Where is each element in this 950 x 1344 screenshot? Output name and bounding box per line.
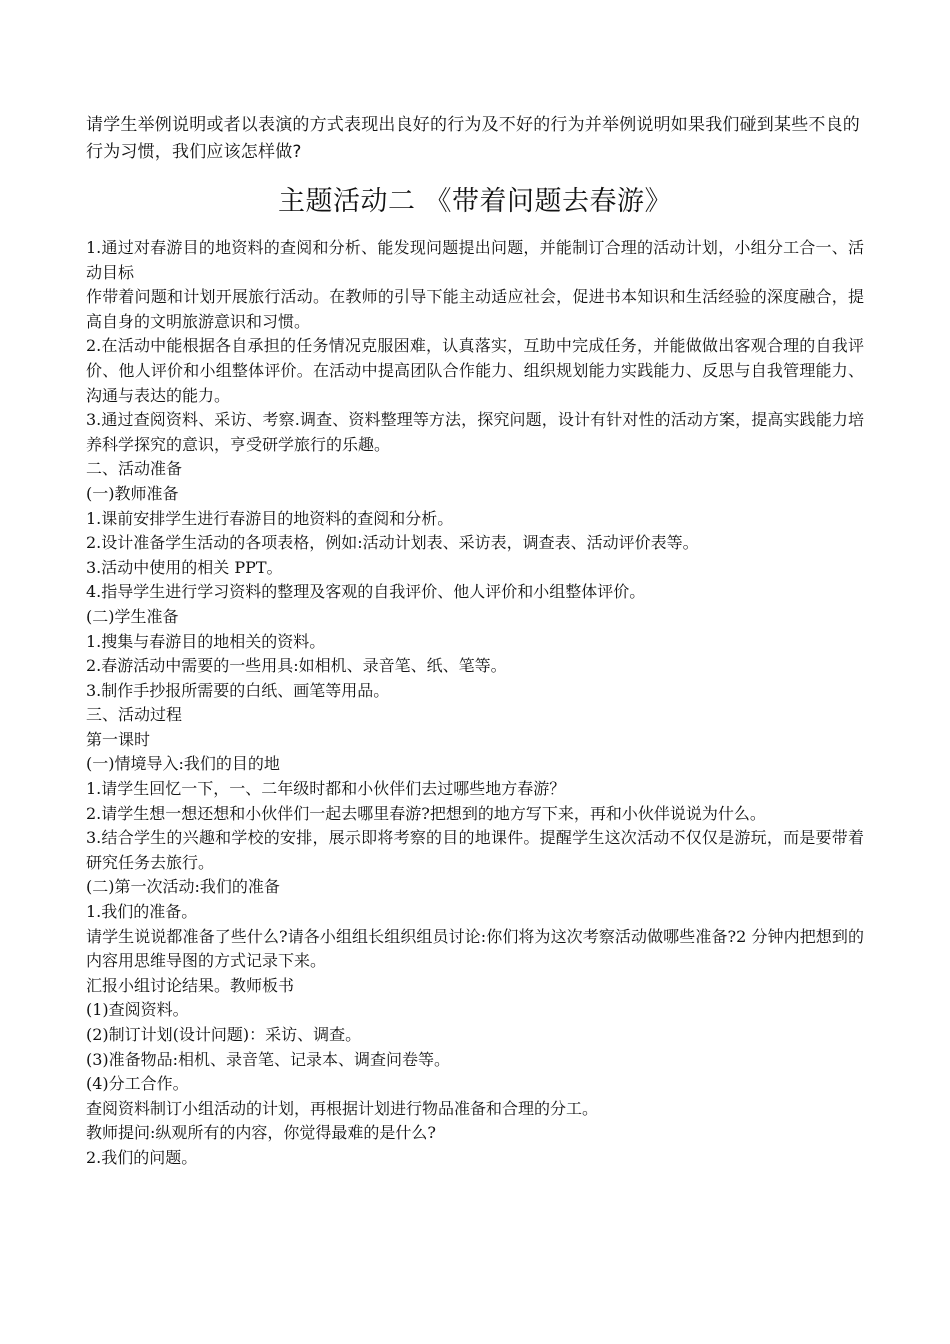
list-item: 1.请学生回忆一下，一、二年级时都和小伙伴们去过哪些地方春游？ — [86, 779, 566, 799]
list-item: (3)准备物品:相机、录音笔、记录本、调查问卷等。 — [86, 1049, 451, 1069]
intro-paragraph: 请学生举例说明或者以表演的方式表现出良好的行为及不好的行为并举例说明如果我们碰到某些不良的行为习惯，我们应该怎样做? — [86, 115, 860, 162]
paragraph: 3.通过查阅资料、采访、考察.调查、资料整理等方法，探究问题，设计有针对性的活动方案，提高实践能力培养科学探究的意识，亨受研学旅行的乐趣。 — [86, 410, 864, 454]
list-item: (2)制订计划(设计问题)：采访、调查。 — [86, 1025, 362, 1044]
document-body — [86, 236, 864, 1171]
subsection-heading: (一)教师准备 — [86, 483, 179, 503]
section-heading: 二、活动准备 — [86, 459, 183, 479]
list-item: 2.春游活动中需要的一些用具:如相机、录音笔、纸、笔等。 — [86, 656, 507, 676]
list-item: 4.指导学生进行学习资料的整理及客观的自我评价、他人评价和小组整体评价。 — [86, 582, 646, 602]
section-title: 主题活动二 《带着问题去春游》 — [277, 186, 673, 217]
list-item: 2.请学生想一想还想和小伙伴们一起去哪里春游?把想到的地方写下来，再和小伙伴说说为什么。 — [86, 803, 766, 823]
list-item: (4)分工合作。 — [86, 1074, 189, 1094]
list-item: 1.搜集与春游目的地相关的资料。 — [86, 631, 326, 651]
paragraph: 教师提问:纵观所有的内容，你觉得最难的是什么? — [86, 1123, 436, 1143]
lesson-heading: 第一课时 — [86, 729, 151, 749]
subsection-heading: (二)学生准备 — [86, 606, 179, 626]
list-item: 3.制作手抄报所需要的白纸、画笔等用品。 — [86, 680, 390, 700]
document-page — [86, 112, 864, 1171]
subsection-heading: (二)第一次活动:我们的准备 — [86, 877, 280, 897]
subsection-heading: (一)情境导入:我们的目的地 — [86, 754, 280, 774]
list-item: 3.结合学生的兴趣和学校的安排，展示即将考察的目的地课件。提醒学生这次活动不仅仅是游玩，而是要带着研究任务去旅行。 — [86, 828, 864, 872]
section-heading: 三、活动过程 — [86, 705, 183, 725]
paragraph: 汇报小组讨论结果。教师板书 — [86, 975, 295, 995]
list-item: 1.我们的准备。 — [86, 902, 198, 922]
paragraph: 1.通过对春游目的地资料的查阅和分析、能发现问题提出问题，并能制订合理的活动计划，小组分工合一、活动目标 — [86, 238, 864, 282]
list-item: 1.课前安排学生进行春游目的地资料的查阅和分析。 — [86, 508, 454, 528]
paragraph: 作带着问题和计划开展旅行活动。在教师的引导下能主动适应社会，促进书本知识和生活经验的深度融合，提高自身的文明旅游意识和习惯。 — [86, 287, 864, 331]
paragraph: 请学生说说都准备了些什么?请各小组组长组织组员讨论:你们将为这次考察活动做哪些准备?2 分钟内把想到的内容用思维导图的方式记录下来。 — [86, 926, 864, 971]
list-item: (1)查阅资料。 — [86, 1000, 189, 1020]
paragraph: 2.在活动中能根据各自承担的任务情况克服困难，认真落实，互助中完成任务，并能做做出客观合理的自我评价、他人评价和小组整体评价。在活动中提高团队合作能力、组织规划能力实践能力、反思与自我管理能力、沟通与表达的能力。 — [86, 336, 864, 405]
list-item: 2.设计准备学生活动的各项表格，例如:活动计划表、采访表，调查表、活动评价表等。 — [86, 533, 699, 553]
list-item: 3.活动中使用的相关 PPT。 — [86, 557, 283, 577]
list-item: 2.我们的问题。 — [86, 1147, 198, 1167]
paragraph: 查阅资料制订小组活动的计划，再根据计划进行物品准备和合理的分工。 — [86, 1098, 599, 1118]
